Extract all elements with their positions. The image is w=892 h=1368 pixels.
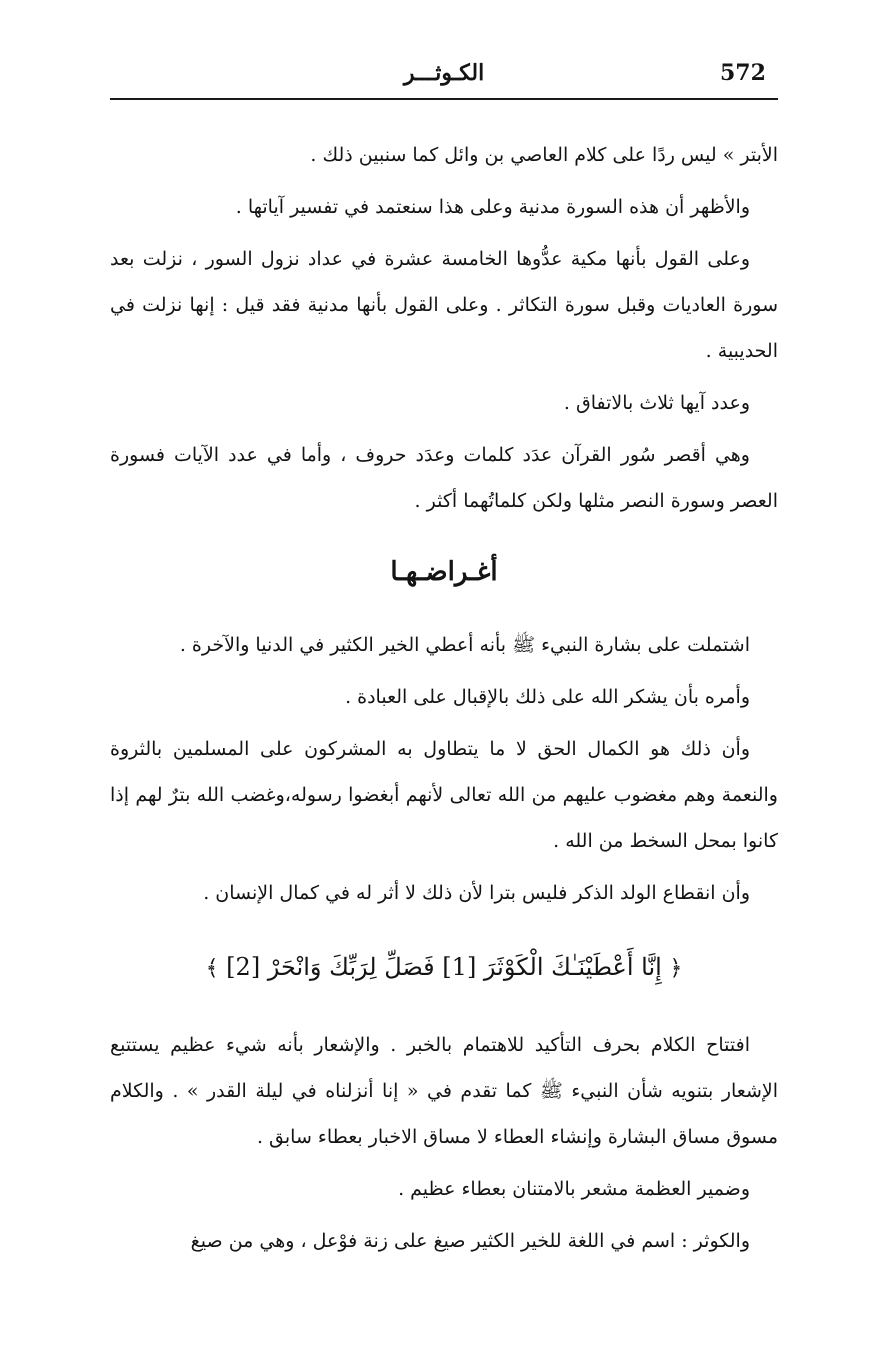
page-number: 572 [720,60,766,86]
paragraph-3: وعلى القول بأنها مكية عدُّوها الخامسة عشرة في عداد نزول السور ، نزلت بعد سورة العاديات وقبل سورة التكاثر . وعلى القول بأنها مدنية فقد قيل : إنها نزلت في الحديبية . [110,248,778,362]
verse-open-bracket: ﴿ [669,956,683,981]
paragraph-12: والكوثر : اسم في اللغة للخير الكثير صيغ على زنة فوْعل ، وهي من صيغ [190,1230,750,1252]
quran-verse [110,942,778,994]
paragraph-8: وأن ذلك هو الكمال الحق لا ما يتطاول به المشركون على المسلمين بالثروة والنعمة وهم مغضوب عليهم من الله تعالى لأنهم أبغضوا رسوله،وغضب الله بترٌ لهم إذا كانوا بمحل السخط من الله . [110,738,778,852]
paragraph-10: افتتاح الكلام بحرف التأكيد للاهتمام بالخبر . والإشعار بأنه شيء عظيم يستتبع الإشعار بتنويه شأن النبيء ﷺ كما تقدم في « إنا أنزلناه في ليلة القدر » . والكلام مسوق مساق البشارة وإنشاء العطاء لا مساق الاخبار بعطاء سابق . [110,1034,778,1148]
section-title: أغـراضـهـا [390,557,498,587]
paragraph-2: والأظهر أن هذه السورة مدنية وعلى هذا سنعتمد في تفسير آياتها . [235,196,750,218]
verse-text: إِنَّا أَعْطَيْنَـٰكَ الْكَوْثَرَ [1] فَصَلِّ لِرَبِّكَ وَانْحَرْ [2] [226,953,662,981]
paragraph-9: وأن انقطاع الولد الذكر فليس بترا لأن ذلك لا أثر له في كمال الإنسان . [203,882,750,904]
paragraph-6: اشتملت على بشارة النبيء ﷺ بأنه أعطي الخير الكثير في الدنيا والآخرة . [179,634,750,656]
paragraph-7: وأمره بأن يشكر الله على ذلك بالإقبال على العبادة . [345,686,750,708]
page-header [110,58,778,96]
page-body [110,132,778,1270]
header-rule [110,98,778,100]
running-title: الكـوثـــر [403,60,485,86]
verse-close-bracket: ﴾ [205,956,219,981]
paragraph-11: وضمير العظمة مشعر بالامتنان بعطاء عظيم . [398,1178,750,1200]
paragraph-5: وهي أقصر سُور القرآن عدَد كلمات وعدَد حروف ، وأما في عدد الآيات فسورة العصر وسورة النصر مثلها ولكن كلماتُهما أكثر . [110,444,778,512]
paragraph-4: وعدد آيها ثلاث بالاتفاق . [563,392,750,414]
paragraph-1: الأبتر » ليس ردًا على كلام العاصي بن وائل كما سنبين ذلك . [310,144,778,166]
